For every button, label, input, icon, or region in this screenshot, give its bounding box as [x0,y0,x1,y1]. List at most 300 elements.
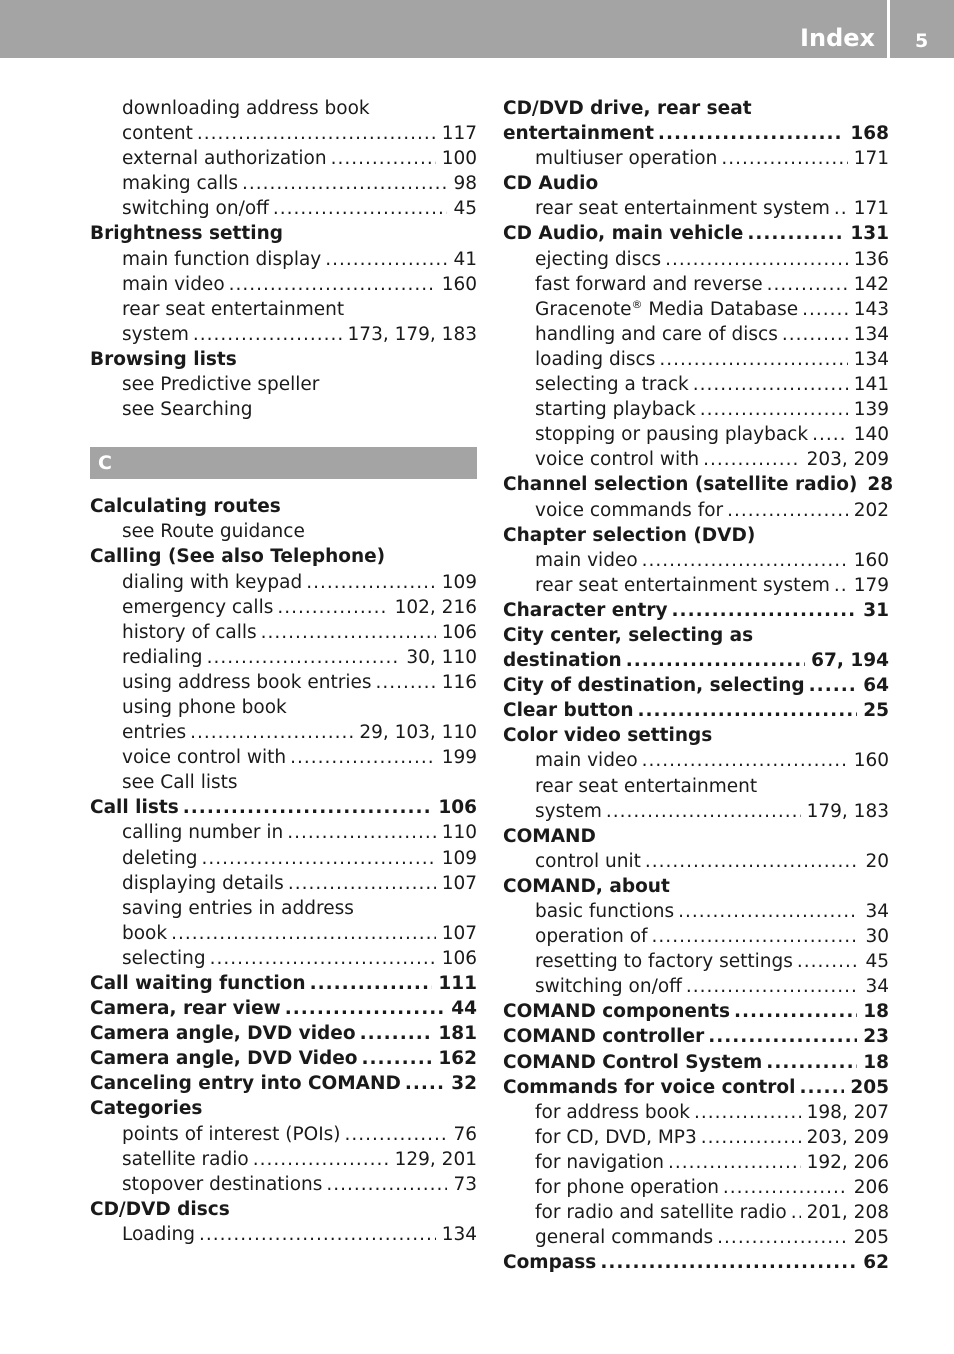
entry-pages: 160 [853,549,889,571]
entry-term: Canceling entry into COMAND [90,1073,401,1095]
dot-leader [277,595,388,620]
dot-leader [242,171,447,196]
index-subentry [503,372,889,397]
index-subentry [503,899,889,924]
entry-pages: 198, 207 [806,1101,889,1123]
dot-leader [600,1250,857,1275]
entry-term: City of destination, selecting [503,675,805,697]
index-entry [503,824,889,849]
index-subentry [503,1100,889,1125]
index-subentry [503,774,889,799]
dot-leader [210,946,436,971]
entry-pages: 62 [863,1252,889,1274]
dot-leader [678,899,859,924]
entry-term: entries [122,722,187,744]
index-subentry [503,949,889,974]
dot-leader [345,1122,448,1147]
entry-term: rear seat entertainment system [535,574,830,596]
entry-pages: 139 [853,399,889,421]
index-entry [503,698,889,723]
entry-term: stopping or pausing playback [535,424,809,446]
index-subentry [503,799,889,824]
dot-leader [797,949,860,974]
dot-leader [782,322,848,347]
entry-pages: 30 [865,926,889,948]
index-entry [503,1075,889,1100]
dot-leader [658,121,844,146]
dot-leader [202,846,436,871]
entry-pages: 116 [441,671,477,693]
entry-pages: 18 [863,1051,889,1073]
dot-leader [290,745,436,770]
dot-leader [306,570,436,595]
entry-pages: 171 [853,148,889,170]
dot-leader [229,272,436,297]
index-entry [503,999,889,1024]
entry-pages: 142 [853,273,889,295]
entry-pages: 168 [850,123,889,145]
index-subentry [503,397,889,422]
index-subentry [503,974,889,999]
index-subentry [90,247,477,272]
dot-leader [193,322,342,347]
entry-term: COMAND components [503,1001,730,1023]
index-entry [503,874,889,899]
index-entry [503,472,894,497]
dot-leader [799,1075,844,1100]
entry-term: main function display [122,248,322,270]
entry-term: saving entries in address [122,897,354,919]
index-entry [503,221,889,246]
index-subentry [503,247,889,272]
entry-term: stopover destinations [122,1173,323,1195]
index-entry [503,723,889,748]
entry-term: Calculating routes [90,496,281,518]
entry-pages: 45 [453,198,477,220]
dot-leader [747,221,844,246]
entry-term: loading discs [535,348,656,370]
index-entry [503,673,889,698]
dot-leader [253,1147,389,1172]
entry-pages: 32 [451,1073,477,1095]
dot-leader [723,1175,848,1200]
entry-term: main video [122,273,225,295]
entry-term: for CD, DVD, MP3 [535,1126,697,1148]
entry-term: Call lists [90,797,179,819]
index-entry [90,544,477,569]
entry-term: using address book entries [122,671,372,693]
entry-pages: 131 [850,223,889,245]
entry-pages: 30, 110 [406,646,477,668]
index-subentry [503,322,889,347]
entry-term: voice control with [122,747,287,769]
dot-leader [668,1150,801,1175]
entry-term: deleting [122,847,198,869]
entry-pages: 160 [441,273,477,295]
entry-term: for phone operation [535,1177,719,1199]
entry-pages: 110 [441,822,477,844]
index-subentry [90,322,477,347]
dot-leader [197,121,436,146]
entry-term: CD Audio [503,173,599,195]
entry-pages: 141 [853,374,889,396]
entry-term: satellite radio [122,1148,249,1170]
entry-term: Gracenote® Media Database [535,297,799,320]
entry-term: see Call lists [122,772,238,794]
dot-leader [331,146,436,171]
dot-leader [767,272,848,297]
index-subentry [90,871,477,896]
entry-term: rear seat entertainment [535,775,758,797]
entry-pages: 106 [441,621,477,643]
page-header [0,0,954,58]
entry-pages: 44 [451,998,477,1020]
entry-term: making calls [122,173,238,195]
entry-term: COMAND [503,825,596,847]
dot-leader [645,849,860,874]
dot-leader [809,673,858,698]
entry-term: rear seat entertainment [122,298,345,320]
entry-term: multiuser operation [535,148,718,170]
index-entry [90,1071,477,1096]
entry-term: rear seat entertainment system [535,198,830,220]
entry-pages: 18 [863,1001,889,1023]
dot-leader [701,1125,801,1150]
entry-pages: 134 [441,1223,477,1245]
dot-leader [199,1222,436,1247]
index-entry [503,523,889,548]
index-subentry [503,146,889,171]
entry-term: Camera angle, DVD Video [90,1048,358,1070]
index-subentry [90,695,477,720]
index-entry [503,96,889,121]
entry-term: City center, selecting as [503,624,754,646]
entry-term: handling and care of discs [535,323,778,345]
dot-leader [665,247,848,272]
index-subentry [503,1175,889,1200]
index-entry [90,795,477,820]
dot-leader [834,196,848,221]
index-subentry [503,573,889,598]
entry-term: for radio and satellite radio [535,1202,787,1224]
dot-leader [326,1172,447,1197]
index-entry [90,996,477,1021]
entry-term: Compass [503,1252,597,1274]
section-gap [90,422,477,447]
index-subentry [90,770,477,795]
entry-term: system [122,323,189,345]
index-subentry [503,196,889,221]
entry-pages: 45 [865,951,889,973]
index-subentry [90,146,477,171]
dot-leader [171,921,436,946]
dot-leader [672,598,858,623]
index-subentry [90,297,477,322]
index-subentry [90,620,477,645]
dot-leader [642,548,848,573]
index-entry [503,1250,889,1275]
entry-pages: 76 [453,1123,477,1145]
entry-pages: 134 [853,348,889,370]
entry-pages: 192, 206 [806,1151,889,1173]
entry-pages: 203, 209 [806,449,889,471]
index-subentry [90,745,477,770]
entry-pages: 98 [453,173,477,195]
entry-pages: 20 [865,850,889,872]
index-subentry [90,820,477,845]
entry-pages: 73 [453,1173,477,1195]
entry-pages: 203, 209 [806,1126,889,1148]
dot-leader [708,1024,857,1049]
index-entry [90,1021,477,1046]
entry-term: starting playback [535,399,696,421]
index-subentry [503,924,889,949]
index-entry [503,121,889,146]
entry-term: downloading address book [122,98,370,119]
entry-pages: 111 [438,973,477,994]
index-subentry [503,1125,889,1150]
entry-pages: 140 [853,424,889,446]
index-subentry [90,1222,477,1247]
dot-leader [734,999,857,1024]
entry-term: COMAND controller [503,1026,705,1048]
entry-pages: 64 [863,675,889,697]
dot-leader [642,748,848,773]
dot-leader [638,698,858,723]
entry-term: Loading [122,1223,195,1245]
entry-pages: 160 [853,750,889,772]
entry-term: Brightness setting [90,223,284,245]
dot-leader [287,820,435,845]
entry-term: Camera, rear view [90,998,281,1020]
entry-term: COMAND, about [503,875,670,897]
entry-term: Clear button [503,700,634,722]
entry-term: voice control with [535,449,700,471]
index-block-right [503,96,894,1275]
entry-term: Call waiting function [90,973,306,994]
entry-term: content [122,123,193,145]
entry-pages: 136 [853,248,889,270]
registered-mark: ® [631,297,643,311]
entry-pages: 107 [441,872,477,894]
index-block-b [90,96,477,422]
entry-term: Categories [90,1098,203,1120]
index-subentry [503,849,889,874]
index-subentry [503,1225,889,1250]
dot-leader [694,1100,801,1125]
entry-term: control unit [535,850,641,872]
entry-pages: 109 [441,847,477,869]
entry-pages: 205 [850,1076,889,1098]
index-entry [503,623,889,648]
dot-leader [310,971,433,996]
dot-leader [812,422,848,447]
entry-term: ejecting discs [535,248,662,270]
entry-term: general commands [535,1227,714,1249]
index-subentry [90,96,477,121]
index-subentry [90,946,477,971]
index-subentry [90,896,477,921]
entry-pages: 41 [453,248,477,270]
index-column-left [90,96,477,1247]
entry-pages: 106 [438,797,477,819]
entry-term: Calling (See also Telephone) [90,546,386,568]
index-subentry [90,519,477,544]
entry-term: Browsing lists [90,348,237,370]
entry-pages: 25 [863,700,889,722]
dot-leader [325,247,447,272]
entry-pages: 109 [441,571,477,593]
index-subentry [90,272,477,297]
dot-leader [766,1050,857,1075]
index-subentry [503,347,889,372]
entry-pages: 34 [865,901,889,922]
index-subentry [90,121,477,146]
entry-term: history of calls [122,621,257,643]
dot-leader [703,447,801,472]
entry-pages: 129, 201 [394,1148,477,1170]
entry-pages: 179 [853,574,889,596]
dot-leader [376,670,436,695]
header-divider [887,0,890,58]
entry-term: system [535,800,602,822]
index-subentry [90,1172,477,1197]
entry-pages: 107 [441,922,477,944]
dot-leader [285,996,446,1021]
entry-pages: 205 [853,1227,889,1249]
entry-term: Color video settings [503,725,713,747]
entry-term: CD/DVD discs [90,1198,230,1220]
dot-leader [652,924,860,949]
index-entry [503,1024,889,1049]
entry-term: see Route guidance [122,521,305,543]
entry-pages: 181 [438,1023,477,1045]
index-column-right [503,96,894,1275]
entry-term: using phone book [122,696,287,718]
entry-term: displaying details [122,872,284,894]
entry-term: emergency calls [122,596,274,618]
dot-leader [288,871,436,896]
entry-term: operation of [535,926,648,948]
entry-term: main video [535,549,638,571]
index-subentry [90,670,477,695]
index-subentry [503,422,889,447]
entry-pages: 23 [863,1026,889,1048]
page-number: 5 [915,30,929,52]
entry-pages: 34 [865,976,889,998]
entry-term: CD/DVD drive, rear seat [503,98,752,119]
entry-term: Chapter selection (DVD) [503,524,756,546]
index-entry [90,494,477,519]
entry-term: points of interest (POIs) [122,1123,341,1145]
dot-leader [721,146,847,171]
entry-term: switching on/off [122,198,269,220]
entry-term: entertainment [503,123,654,145]
entry-term: COMAND Control System [503,1051,763,1073]
entry-term: redialing [122,646,203,668]
entry-pages: 206 [853,1177,889,1199]
index-subentry [503,1200,889,1225]
entry-pages: 117 [441,123,477,145]
index-subentry [503,297,889,322]
index-subentry [90,570,477,595]
entry-pages: 162 [438,1048,477,1070]
index-subentry [503,447,889,472]
entry-pages: 134 [853,323,889,345]
index-subentry [90,397,477,422]
entry-pages: 143 [853,298,889,320]
entry-pages: 100 [441,148,477,170]
entry-term: fast forward and reverse [535,273,763,295]
entry-pages: 179, 183 [806,800,889,822]
entry-pages: 202 [853,499,889,521]
dot-leader [700,397,848,422]
entry-term: CD Audio, main vehicle [503,223,744,245]
entry-term: book [122,922,168,944]
entry-term: see Predictive speller [122,374,320,396]
entry-term: selecting a track [535,374,689,396]
section-letter-c: C [90,447,477,479]
dot-leader [362,1046,433,1071]
index-subentry [90,1122,477,1147]
index-subentry [90,1147,477,1172]
entry-term: calling number in [122,822,284,844]
dot-leader [190,720,353,745]
entry-term: external authorization [122,148,327,170]
index-subentry [503,498,889,523]
index-entry [90,1046,477,1071]
entry-term: for address book [535,1101,690,1123]
index-subentry [503,748,889,773]
dot-leader [360,1021,433,1046]
dot-leader [273,196,448,221]
entry-term: resetting to factory settings [535,951,793,973]
index-subentry [503,1150,889,1175]
entry-pages: 102, 216 [394,596,477,618]
entry-pages: 106 [441,947,477,969]
dot-leader [659,347,847,372]
index-entry [503,648,889,673]
index-subentry [90,171,477,196]
entry-term: switching on/off [535,976,682,998]
entry-pages: 28 [867,474,894,496]
index-entry [90,971,477,996]
entry-pages: 31 [863,599,889,621]
dot-leader [693,372,848,397]
dot-leader [207,645,401,670]
entry-term: dialing with keypad [122,571,303,593]
index-entry [90,347,477,372]
index-subentry [90,196,477,221]
dot-leader [727,498,848,523]
index-subentry [90,921,477,946]
index-subentry [503,548,889,573]
index-entry [90,1096,477,1121]
entry-term: basic functions [535,901,675,922]
entry-pages: 199 [441,747,477,769]
entry-term: main video [535,750,638,772]
dot-leader [626,648,805,673]
index-subentry [90,645,477,670]
index-subentry [90,595,477,620]
index-subentry [90,720,477,745]
entry-term: Character entry [503,599,668,621]
dot-leader [717,1225,848,1250]
entry-term: for navigation [535,1151,664,1173]
entry-term: see Searching [122,399,253,421]
entry-term: Channel selection (satellite radio) [503,474,858,496]
index-block-c [90,494,477,1247]
